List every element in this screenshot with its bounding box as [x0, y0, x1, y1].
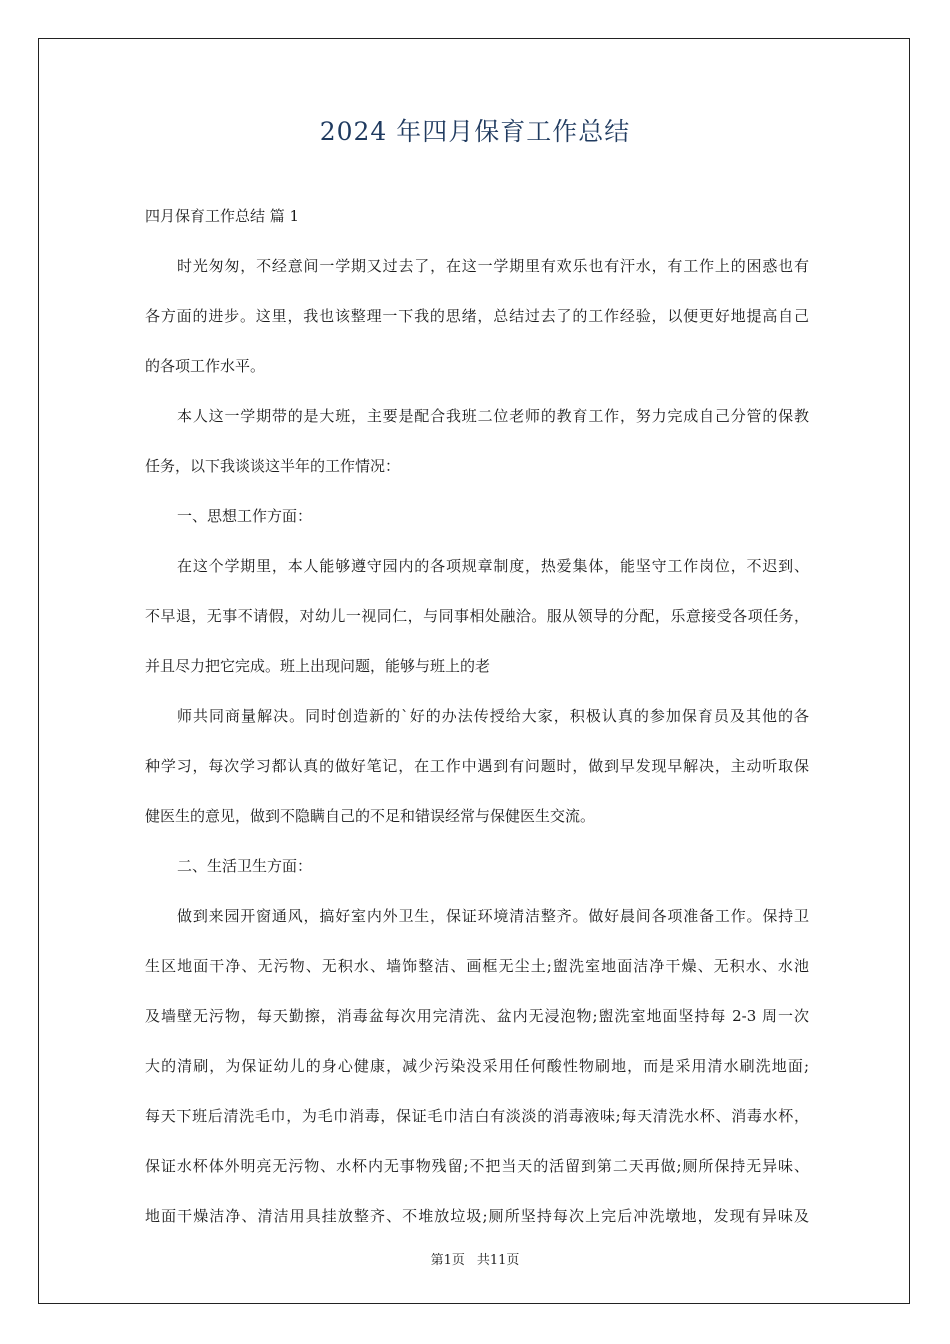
- subheading-line: 一、思想工作方面：: [177, 507, 313, 525]
- subheading-ideology: [145, 504, 809, 528]
- paragraph-line: 生区地面干净、无污物、无积水、墙饰整洁、画框无尘土;盥洗室地面洁净干燥、无积水、水池: [145, 957, 809, 975]
- paragraph-line: 每天下班后清洗毛巾，为毛巾消毒，保证毛巾洁白有淡淡的消毒液味;每天清洗水杯、消毒水杯，: [145, 1107, 809, 1125]
- subheading-line: 二、生活卫生方面：: [177, 857, 313, 875]
- paragraph-line: 及墙壁无污物，每天勤擦，消毒盆每次用完清洗、盆内无浸泡物;盥洗室地面坚持每 2-3 周一次: [145, 1007, 809, 1025]
- paragraph-line: 地面干燥洁净、清洁用具挂放整齐、不堆放垃圾;厕所坚持每次上完后冲洗墩地，发现有异味及: [145, 1207, 809, 1225]
- paragraph-line: 健医生的意见，做到不隐瞒自己的不足和错误经常与保健医生交流。: [145, 807, 596, 825]
- section-heading: 四月保育工作总结 篇 1: [145, 207, 300, 225]
- paragraph-line: 本人这一学期带的是大班，主要是配合我班二位老师的教育工作，努力完成自己分管的保教: [177, 407, 809, 425]
- paragraph-ideology: [145, 554, 809, 678]
- paragraph-line: 不早退，无事不请假，对幼儿一视同仁，与同事相处融洽。服从领导的分配，乐意接受各项任务，: [145, 607, 809, 625]
- paragraph-line: 的各项工作水平。: [145, 357, 266, 375]
- paragraph-line: 师共同商量解决。同时创造新的`好的办法传授给大家，积极认真的参加保育员及其他的各: [177, 707, 809, 725]
- document-body: [145, 204, 809, 1228]
- document-title: 2024 年四月保育工作总结: [319, 117, 631, 146]
- subheading-hygiene: [145, 854, 809, 878]
- page-number: 第1页: [430, 1253, 465, 1268]
- paragraph-line: 保证水杯体外明亮无污物、水杯内无事物残留;不把当天的活留到第二天再做;厕所保持无异味、: [145, 1157, 809, 1175]
- paragraph-hygiene: [145, 904, 809, 1228]
- paragraph-line: 种学习，每次学习都认真的做好笔记，在工作中遇到有问题时，做到早发现早解决，主动听取保: [145, 757, 809, 775]
- page-total: 共11页: [476, 1253, 520, 1268]
- paragraph-line: 大的清刷，为保证幼儿的身心健康，减少污染没采用任何酸性物刷地，而是采用清水刷洗地面;: [145, 1057, 809, 1075]
- paragraph-cooperation: [145, 704, 809, 828]
- paragraph-line: 时光匆匆，不经意间一学期又过去了，在这一学期里有欢乐也有汗水，有工作上的困惑也有: [177, 257, 809, 275]
- paragraph-class-duty: [145, 404, 809, 478]
- paragraph-line: 任务，以下我谈谈这半年的工作情况：: [145, 457, 401, 475]
- paragraph-line: 在这个学期里，本人能够遵守园内的各项规章制度，热爱集体，能坚守工作岗位，不迟到、: [177, 557, 809, 575]
- paragraph-line: 做到来园开窗通风，搞好室内外卫生，保证环境清洁整齐。做好晨间各项准备工作。保持卫: [177, 907, 809, 925]
- page-footer: [0, 1249, 950, 1268]
- paragraph-intro: [145, 254, 809, 378]
- paragraph-line: 并且尽力把它完成。班上出现问题，能够与班上的老: [145, 657, 491, 675]
- paragraph-line: 各方面的进步。这里，我也该整理一下我的思绪，总结过去了的工作经验，以便更好地提高自己: [145, 307, 809, 325]
